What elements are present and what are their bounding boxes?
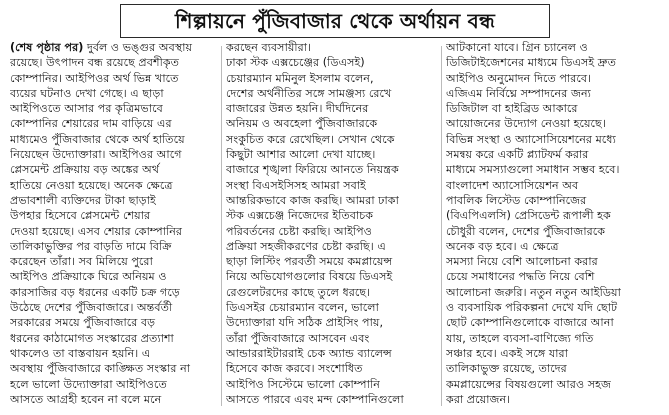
column-line: সরকারের সময়ে পুঁজিবাজারে বড় — [10, 316, 156, 330]
column-line: (বিএপিএলসি) প্রেসিডেন্ট রূপালী হক — [446, 209, 611, 223]
column-line: সংস্থা বিএসইসিসহ আমরা সবাই — [226, 178, 366, 192]
column-line: তালিকাভুক্ত রয়েছে, তাদের — [446, 362, 567, 376]
column-line: উঠেছে দেশের পুঁজিবাজারে। অন্তর্বর্তী — [10, 301, 173, 315]
column-line: আইপিওতে আসার পর কৃত্রিমভাবে — [10, 102, 163, 116]
column-line: সঞ্চার হবে। একই সঙ্গে যারা — [446, 346, 568, 360]
column-line: প্লেসমেন্ট প্রক্রিয়ায় বড় অঙ্কের অর্থ — [10, 163, 160, 177]
column-line: ঢাকা স্টক এক্সচেঞ্জের (ডিএসই) — [226, 56, 365, 70]
column-line: অবস্থায় পুঁজিবাজারে কাঙ্ক্ষিত সংস্কার না — [10, 362, 190, 376]
column-line: অনেক বড় হবে। এ ক্ষেত্রে — [446, 239, 559, 253]
column-line: হাতিয়ে নেওয়া হয়েছে। অনেক ক্ষেত্রে — [10, 178, 173, 192]
column-line: নিয়েছেন উদ্যোক্তারা। আইপিওর আগে — [10, 148, 182, 162]
column-line: কমপ্লায়েন্সের বিষয়গুলো আরও সহজ — [446, 377, 612, 391]
column-line: স্টক এক্সচেঞ্জ নিজেদের ইতিবাচক — [226, 209, 374, 223]
column-line: ছাড়া লিস্টিং পরবর্তী সময়ে কমপ্লায়েন্স — [226, 255, 393, 269]
column-line: ডিজিটাল বা হাইব্রিড আকারে — [446, 102, 578, 116]
column-line: ছোট কোম্পানিগুলোকে বাজারে আনা — [446, 316, 614, 330]
article-column-3 — [446, 40, 662, 412]
column-line: ও ব্যবসায়িক পরিকল্পনা দেখে যদি ছোট — [446, 301, 618, 315]
column-line: প্রভাবশালী ব্যক্তিদের টাকা ছাড়াই — [10, 193, 156, 207]
column-line: তালিকাভুক্তির পর বাড়তি দামে বিক্রি — [10, 239, 172, 253]
column-line: এজিএম নির্বিঘ্নে সম্পাদনের জন্য — [446, 86, 591, 100]
headline-box — [120, 4, 550, 38]
column-line: রেগুলেটরদের কাছে তুলে ধরছে। — [226, 285, 371, 299]
column-line: সমস্যা নিয়ে বেশি আলোচনা করার — [446, 255, 598, 269]
column-line: ধরনের কাঠামোগত সংস্কারের প্রত্যাশা — [10, 331, 174, 345]
column-line: বাজারের উন্নত হয়নি। দীর্ঘদিনের — [226, 102, 369, 116]
column-line-text: দুর্বল ও ভঙ্গুর অবস্থায় — [86, 41, 193, 54]
column-line: কোম্পানির শেয়ারের দাম বাড়িয়ে এর — [10, 117, 172, 131]
column-line: আন্তরিকভাবে কাজ করছি। আমরা ঢাকা — [226, 193, 399, 207]
column-line: আলোচনা জরুরি। নতুন নতুন আইডিয়া — [446, 285, 621, 299]
column-line: অনিয়ম ও অবহেলা পুঁজিবাজারকে — [226, 117, 378, 131]
article-column-1 — [10, 40, 222, 412]
column-line: বিভিন্ন সংস্থা ও অ্যাসোসিয়েশনের মধ্যে — [446, 132, 616, 146]
column-line: পরিবর্তনের চেষ্টা করছি। আইপিও — [226, 224, 372, 238]
column-line: চেয়ে সমাধানের পদ্ধতি নিয়ে বেশি — [446, 270, 595, 284]
column-line: মাধ্যমে সমস্যাগুলো সমাধান সম্ভব হবে। — [446, 163, 620, 177]
column-line: আন্ডাররাইটাররাই চেক অ্যান্ড ব্যালেন্স — [226, 346, 392, 360]
column-line: বাজারে শৃঙ্খলা ফিরিয়ে আনতে নিয়ন্ত্রক — [226, 163, 399, 177]
article-column-2 — [226, 40, 438, 412]
column-line: আইপিও প্রক্রিয়াকে ঘিরে অনিয়ম ও — [10, 270, 167, 284]
column-line: উপহার হিসেবে প্লেসমেন্ট শেয়ার — [10, 209, 151, 223]
column-line: সমন্বয় করে একটি প্ল্যাটফর্ম করার — [446, 148, 589, 162]
column-line — [10, 40, 222, 55]
column-line: নিয়ে অভিযোগগুলোর বিষয়ে ডিএসই — [226, 270, 393, 284]
column-line: আটকানো যাবে। গ্রিন চ্যানেল ও — [446, 41, 588, 54]
column-line: আইপিও সিস্টেমে ভালো কোম্পানি — [226, 377, 380, 391]
column-line: দেশের অর্থনীতির সঙ্গে সামঞ্জস্য রেখে — [226, 86, 392, 100]
column-line: করেছেন তাঁরা। সব মিলিয়ে পুরো — [10, 255, 153, 269]
column-line: হিসেবে কাজ করবে। সংশোধিত — [226, 362, 363, 376]
column-line: তাঁরা পুঁজিবাজারে আসবেন এবং — [226, 331, 370, 345]
column-line: করছেন ব্যবসায়ীরা। — [226, 41, 312, 54]
column-line: আইপিও অনুমোদন দিতে পারবে। — [446, 71, 592, 85]
column-line: কোম্পানির। আইপিওর অর্থ ভিন্ন খাতে — [10, 71, 179, 85]
column-line: করা প্রয়োজন। — [446, 392, 511, 406]
column-line: আসতে আগ্রহী হবেন না বলে মনে — [10, 392, 162, 406]
column-line: চেয়ারম্যান মমিনুল ইসলাম বলেন, — [226, 71, 374, 85]
column-line: আসতে পারবে এবং মন্দ কোম্পানিগুলো — [226, 392, 404, 406]
column-line: প্রক্রিয়া সহজীকরণের চেষ্টা করছি। এ — [226, 239, 386, 253]
column-line: থাকলেও তা বাস্তবায়ন হয়নি। এ — [10, 346, 151, 360]
column-line: কিছুটা আশার আলো দেখা যাচ্ছে। — [226, 148, 376, 162]
column-line: ডিএসইর চেয়ারম্যান বলেন, ভালো — [226, 301, 379, 315]
column-line: বাংলাদেশ অ্যাসোসিয়েশন অব — [446, 178, 579, 192]
column-line: রয়েছে। উৎপাদন বন্ধ রয়েছে প্রবশীকৃত — [10, 56, 180, 70]
column-line: হলে ভালো উদ্যোক্তারা আইপিওতে — [10, 377, 167, 391]
column-line: ডিজিটাইজেশনের মাধ্যমে ডিএসই দ্রুত — [446, 56, 616, 70]
column-line: সংকুচিত করে রেখেছিল। সেখান থেকে — [226, 132, 395, 146]
column-line: চৌধুরী বলেন, দেশের পুঁজিবাজারকে — [446, 224, 606, 238]
column-line: দেওয়া হয়েছে। এসব শেয়ার কোম্পানির — [10, 224, 183, 238]
column-line: যায়, তাহলে ব্যবসা-বাণিজ্যে গতি — [446, 331, 594, 345]
column-line: কারসাজির বড় ধরনের একটি চক্র গড়ে — [10, 285, 180, 299]
column-line: উদ্যোক্তারা যদি সঠিক প্রাইসিং পায়, — [226, 316, 384, 330]
column-line: ব্যয়ের ঘটনাও দেখা গেছে। এ ছাড়া — [10, 86, 164, 100]
column-divider — [441, 46, 442, 406]
column-line: আয়োজনের উদ্যোগ নেওয়া হয়েছে। — [446, 117, 606, 131]
headline: শিল্পায়নে পুঁজিবাজার থেকে অর্থায়ন বন্ধ — [174, 9, 496, 33]
continuation-label: (শেষ পৃষ্ঠার পর) — [10, 41, 84, 54]
column-line: মাধ্যমেও পুঁজিবাজার থেকে অর্থ হাতিয়ে — [10, 132, 185, 146]
column-line: পাবলিক লিস্টেড কোম্পানিজের — [446, 193, 587, 207]
